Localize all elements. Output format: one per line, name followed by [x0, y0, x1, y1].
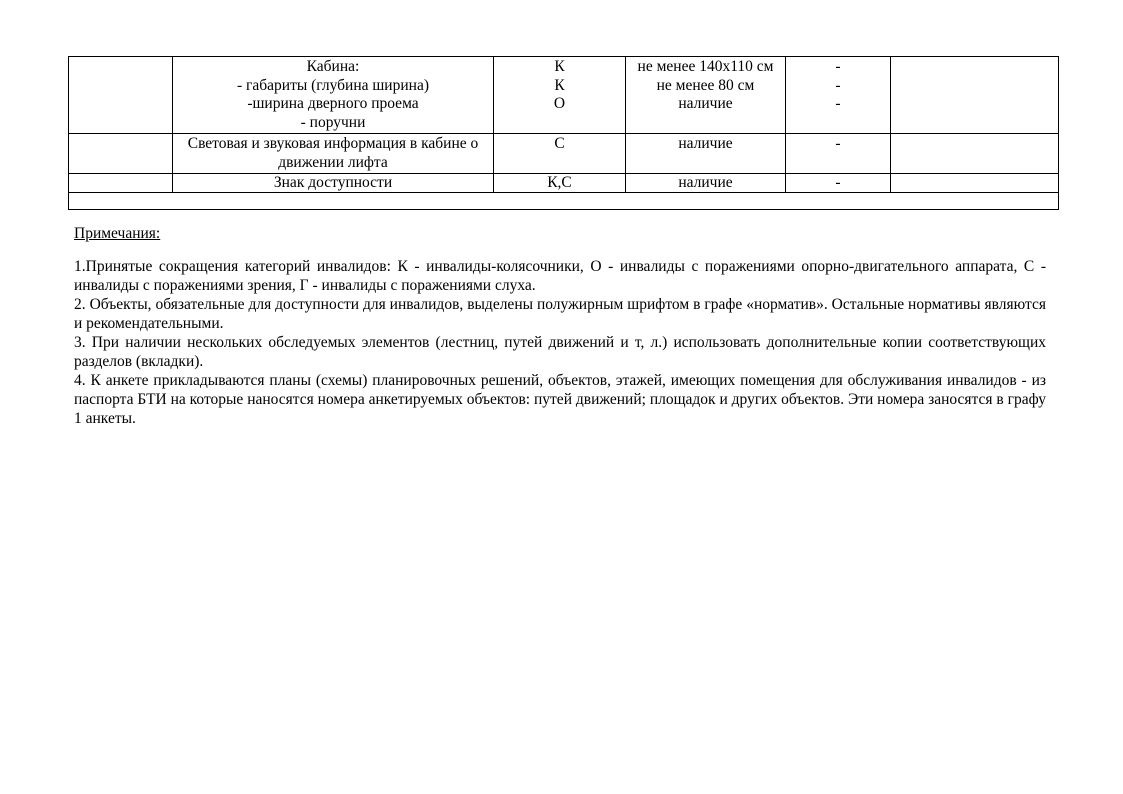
norm-cell: наличие [626, 174, 786, 193]
cell-line: - [835, 95, 841, 112]
value-cell: - [786, 174, 891, 193]
item-cell: Световая и звуковая информация в кабине о движении лифта [173, 134, 494, 174]
table-row-signal [69, 134, 1059, 174]
norm-cell [626, 57, 786, 134]
cell-line: наличие [678, 95, 733, 112]
cell-line: -ширина дверного проема [247, 95, 419, 112]
item-cell: Знак доступности [173, 174, 494, 193]
cell-line: - [835, 76, 841, 94]
note-paragraph-1: 1.Принятые сокращения категорий инвалидов: К - инвалиды-колясочники, О - инвалиды с поражениями опорно-двигательного аппарата, С - инвалиды с поражениями зрения, Г - инвалиды с поражениями слуха. [74, 258, 1046, 294]
cell-line: - габариты (глубина ширина) [236, 76, 429, 94]
cell-line: К [554, 76, 565, 94]
cell-line: О [553, 95, 566, 112]
empty-cell [891, 134, 1059, 174]
category-cell: К,С [494, 174, 626, 193]
category-cell: С [494, 134, 626, 174]
notes-section [74, 224, 1046, 428]
cell-line: - [835, 58, 841, 75]
table-row-cabin [69, 57, 1059, 134]
item-cell [173, 57, 494, 134]
note-paragraph-2: 2. Объекты, обязательные для доступности для инвалидов, выделены полужирным шрифтом в графе «норматив». Остальные нормативы являются и рекомендательными. [74, 296, 1046, 332]
cell-line: - поручни [300, 113, 366, 131]
value-cell [786, 57, 891, 134]
note-paragraph-3: 3. При наличии нескольких обследуемых элементов (лестниц, путей движений и т, л.) использовать дополнительные копии соответствующих разделов (вкладки). [74, 334, 1046, 370]
cell-line: К [554, 58, 565, 75]
empty-cell [891, 57, 1059, 134]
norm-cell: наличие [626, 134, 786, 174]
note-paragraph-4: 4. К анкете прикладываются планы (схемы) планировочных решений, объектов, этажей, имеющих помещения для обслуживания инвалидов - из паспорта БТИ на которые наносятся номера анкетируемых объектов: путей движений; площадок и других объектов. Эти номера заносятся в графу 1 анкеты. [74, 372, 1046, 427]
cell-line: не менее 140х110 см [637, 58, 774, 75]
empty-cell [69, 57, 173, 134]
notes-heading: Примечания: [74, 225, 161, 242]
table-row-sign [69, 174, 1059, 193]
cell-line: не менее 80 см [656, 76, 755, 94]
empty-cell [69, 174, 173, 193]
empty-merged-cell [69, 193, 1059, 210]
cell-line: Кабина: [306, 58, 360, 75]
category-cell [494, 57, 626, 134]
empty-cell [69, 134, 173, 174]
accessibility-survey-table [68, 56, 1059, 210]
table-row-empty [69, 193, 1059, 210]
value-cell: - [786, 134, 891, 174]
empty-cell [891, 174, 1059, 193]
